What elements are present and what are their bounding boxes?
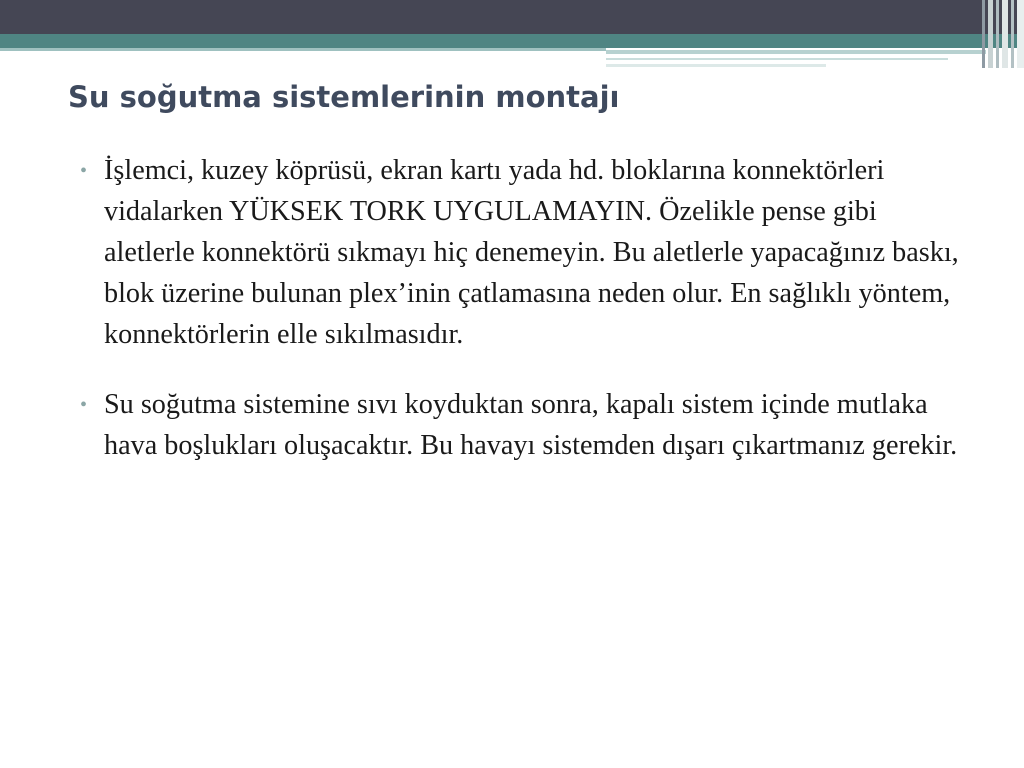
corner-vertical-stripe (988, 0, 993, 68)
header-stripe (606, 58, 948, 60)
bullet-marker: • (80, 160, 88, 182)
bullet-item (80, 150, 960, 355)
header-stripe (606, 64, 826, 67)
bullet-marker: • (80, 394, 88, 416)
corner-vertical-stripe (1011, 0, 1014, 68)
bullet-item (80, 384, 960, 466)
header-teal-line (0, 48, 606, 51)
bullet-text: İşlemci, kuzey köprüsü, ekran kartı yada hd. bloklarına konnektörleri vidalarken YÜKSEK TORK UYGULAMAYIN. Özelikle pense gibi aletlerle konnektörü sıkmayı hiç denemeyin. Bu aletlerle yapacağınız baskı, blok üzerine bulunan plex’inin çatlamasına neden olur. En sağlıklı yöntem, konnektörlerin elle sıkılmasıdır. (104, 155, 959, 350)
header-dark-band (0, 0, 1024, 34)
bullet-text: Su soğutma sistemine sıvı koyduktan sonra, kapalı sistem içinde mutlaka hava boşlukları oluşacaktır. Bu havayı sistemden dışarı çıkartmanız gerekir. (104, 389, 958, 461)
corner-vertical-stripe (1017, 0, 1024, 68)
corner-vertical-stripe (1002, 0, 1008, 68)
corner-vertical-stripe (996, 0, 999, 68)
slide-body (80, 150, 960, 466)
corner-vertical-stripe (982, 0, 985, 68)
header-teal-band (0, 34, 1024, 48)
header-stripe (606, 50, 986, 54)
slide-title: Su soğutma sistemlerinin montajı (68, 80, 620, 114)
